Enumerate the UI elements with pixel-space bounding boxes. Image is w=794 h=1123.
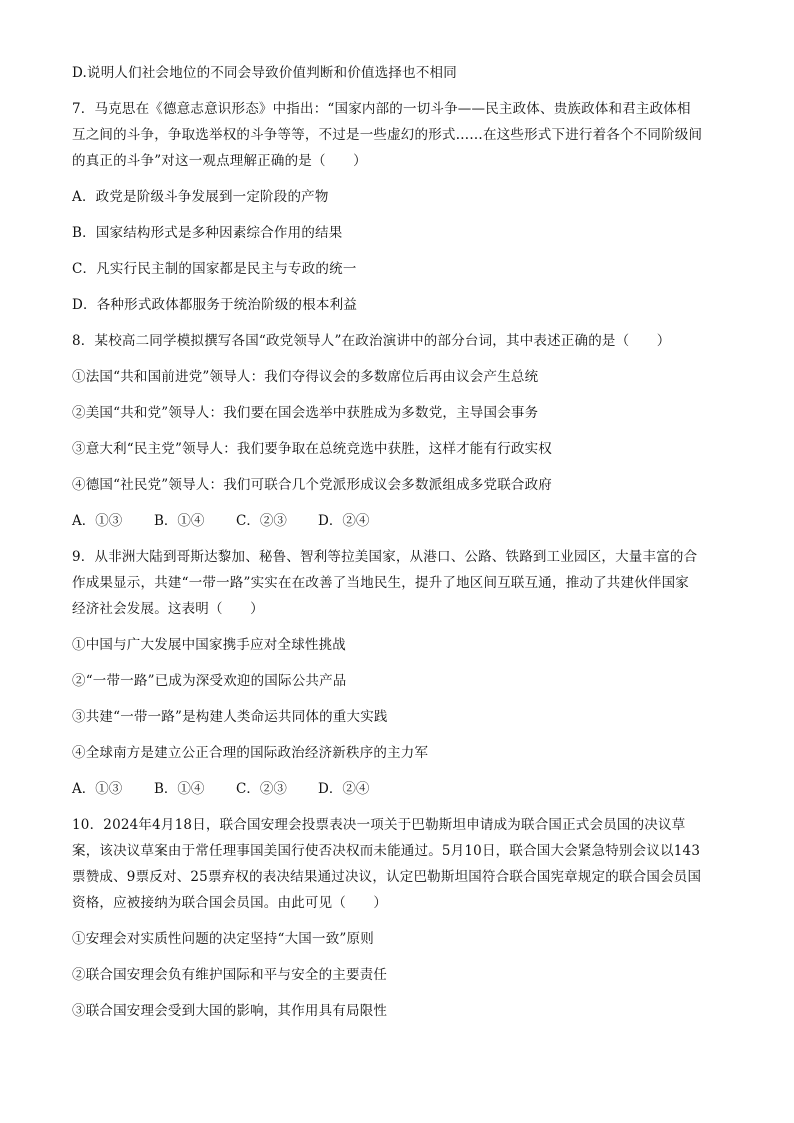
- q7-option-c: C．凡实行民主制的国家都是民主与专政的统一: [72, 261, 357, 277]
- choice-d: D．②④: [318, 781, 370, 797]
- q9-statement-2: ②“一带一路”已成为深受欢迎的国际公共产品: [72, 673, 347, 689]
- q8-statement-4: ④德国“社民党”领导人：我们可联合几个党派形成议会多数派组成多党联合政府: [72, 477, 553, 493]
- choice-a: A．①③: [72, 513, 123, 529]
- q9-statement-1: ①中国与广大发展中国家携手应对全球性挑战: [72, 637, 346, 653]
- q7-option-d: D．各种形式政体都服务于统治阶级的根本利益: [72, 297, 358, 313]
- q7-option-b: B．国家结构形式是多种因素综合作用的结果: [72, 225, 343, 241]
- text-line: 的真正的斗争”对这一观点理解正确的是（ ）: [72, 153, 367, 169]
- q8-statement-1: ①法国“共和国前进党”领导人：我们夺得议会的多数席位后再由议会产生总统: [72, 369, 539, 385]
- text-line: 互之间的斗争，争取选举权的斗争等等，不过是一些虚幻的形式……在这些形式下进行着各个不同阶级间: [72, 127, 703, 143]
- text-line: 资格，应被接纳为联合国会员国。由此可见（ ）: [72, 895, 388, 911]
- question-7: [72, 96, 722, 174]
- q10-statement-2: ②联合国安理会负有维护国际和平与安全的主要责任: [72, 967, 388, 983]
- document-page: [72, 60, 722, 1024]
- choice-c: C．②③: [236, 781, 287, 797]
- q9-statement-3: ③共建“一带一路”是构建人类命运共同体的重大实践: [72, 709, 388, 725]
- q8-statement-3: ③意大利“民主党”领导人：我们要争取在总统竞选中获胜，这样才能有行政实权: [72, 441, 553, 457]
- question-10: [72, 812, 722, 916]
- q9-statement-4: ④全球南方是建立公正合理的国际政治经济新秩序的主力军: [72, 745, 429, 761]
- q8-choices: [72, 508, 722, 534]
- choice-b: B．①④: [154, 513, 205, 529]
- choice-a: A．①③: [72, 781, 123, 797]
- text-line: 7．马克思在《德意志意识形态》中指出：“国家内部的一切斗争——民主政体、贵族政体和君主政体相: [72, 101, 691, 117]
- q8-statement-2: ②美国“共和党”领导人：我们要在国会选举中获胜成为多数党，主导国会事务: [72, 405, 539, 421]
- choice-b: B．①④: [154, 781, 205, 797]
- q7-option-a: A．政党是阶级斗争发展到一定阶段的产物: [72, 189, 329, 205]
- q10-statement-3: ③联合国安理会受到大国的影响，其作用具有局限性: [72, 1003, 388, 1019]
- text-line: D.说明人们社会地位的不同会导致价值判断和价值选择也不相同: [72, 65, 457, 81]
- question-9: [72, 544, 722, 622]
- q10-statement-1: ①安理会对实质性问题的决定坚持“大国一致”原则: [72, 931, 374, 947]
- text-line: 票赞成、9票反对、25票弃权的表决结果通过决议，认定巴勒斯坦国符合联合国宪章规定的联合国会员国: [72, 869, 702, 885]
- q9-choices: [72, 776, 722, 802]
- text-line: 案，该决议草案由于常任理事国美国行使否决权而未能通过。5月10日，联合国大会紧急特别会议以143: [72, 843, 701, 859]
- choice-c: C．②③: [236, 513, 287, 529]
- q6-option-d: [72, 60, 722, 86]
- choice-d: D．②④: [318, 513, 370, 529]
- text-line: 经济社会发展。这表明（ ）: [72, 601, 264, 617]
- text-line: 作成果显示，共建“一带一路”实实在在改善了当地民生，提升了地区间互联互通，推动了共建伙伴国家: [72, 575, 690, 591]
- text-line: 9．从非洲大陆到哥斯达黎加、秘鲁、智利等拉美国家，从港口、公路、铁路到工业园区，大量丰富的合: [72, 549, 698, 565]
- question-8: 8．某校高二同学模拟撰写各国“政党领导人”在政治演讲中的部分台词，其中表述正确的是（ ）: [72, 333, 671, 349]
- text-line: 10．2024年4月18日，联合国安理会投票表决一项关于巴勒斯坦申请成为联合国正式会员国的决议草: [72, 817, 686, 833]
